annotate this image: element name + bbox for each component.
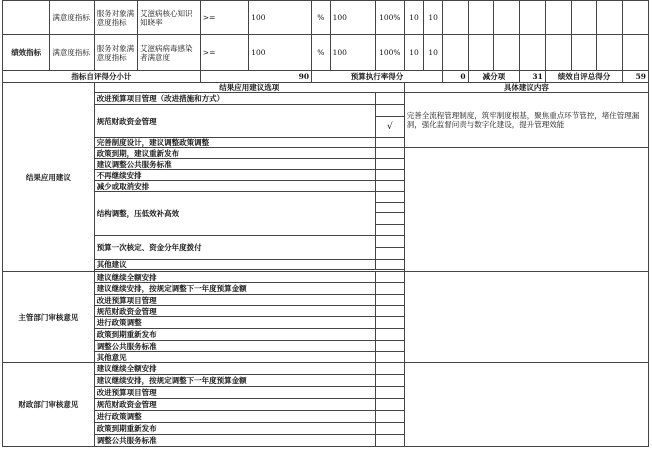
blank-cell — [442, 1, 468, 35]
result-option-checkbox[interactable] — [375, 148, 404, 159]
result-option-label: 政策到期，建议重新发布 — [94, 148, 375, 159]
blank-cell — [520, 1, 546, 35]
blank-cell — [468, 1, 494, 35]
indicator-weight: 10 — [404, 35, 424, 71]
blank-cell — [571, 35, 597, 71]
result-option-checkbox[interactable] — [375, 181, 404, 192]
dept-option-checkbox[interactable] — [375, 283, 404, 295]
dept-opinion-blank — [404, 272, 648, 363]
dept-option-checkbox[interactable] — [375, 352, 404, 363]
blank-cell — [468, 35, 494, 71]
blank-cell — [623, 35, 649, 71]
result-option-label: 结构调整，压低效补高效 — [94, 192, 375, 236]
result-content-header: 具体建议内容 — [404, 83, 648, 93]
indicator-level2: 满意度指标 — [50, 1, 94, 35]
result-option-checkbox[interactable] — [375, 159, 404, 170]
indicator-name: 艾滋病核心知识知晓率 — [137, 1, 200, 35]
finance-option-checkbox[interactable] — [375, 411, 404, 423]
result-option-checkbox[interactable] — [375, 105, 404, 117]
finance-option-checkbox[interactable] — [375, 399, 404, 411]
indicator-operator: >= — [200, 35, 248, 71]
indicator-target: 100 — [249, 1, 312, 35]
blank-cell — [545, 1, 571, 35]
finance-opinion-blank — [404, 363, 648, 447]
dept-option-label: 其他意见 — [94, 352, 375, 363]
self-score-label: 指标自评得分小计 — [3, 71, 201, 83]
dept-option-checkbox[interactable] — [375, 341, 404, 352]
result-option-checkbox[interactable] — [375, 203, 404, 213]
finance-option-label: 规范财政资金管理 — [94, 399, 375, 411]
indicator-score: 10 — [424, 35, 443, 71]
option-row — [3, 93, 649, 105]
finance-option-checkbox[interactable] — [375, 435, 404, 447]
summary-row — [3, 71, 649, 83]
option-row — [3, 363, 649, 375]
dept-option-label: 政策到期重新发布 — [94, 329, 375, 341]
indicator-weight: 10 — [404, 1, 424, 35]
indicator-level3: 服务对象满意度指标 — [94, 1, 137, 35]
indicator-unit: % — [312, 1, 331, 35]
dept-section-title: 主管部门审核意见 — [3, 272, 95, 363]
blank-cell — [494, 35, 520, 71]
indicator-actual: 100 — [330, 35, 375, 71]
indicator-operator: >= — [200, 1, 248, 35]
indicator-target: 100 — [249, 35, 312, 71]
dept-option-label: 建议继续全额安排 — [94, 272, 375, 283]
dept-option-label: 建议继续安排，按规定调整下一年度预算金额 — [94, 283, 375, 295]
blank-cell — [442, 35, 468, 71]
indicator-score: 10 — [424, 1, 443, 35]
result-option-label: 不再继续安排 — [94, 170, 375, 181]
result-header-row — [3, 83, 649, 93]
budget-score-label: 预算执行率得分 — [312, 71, 443, 83]
result-option-label: 规范财政资金管理 — [94, 105, 375, 138]
finance-option-checkbox[interactable] — [375, 375, 404, 387]
result-option-checkbox[interactable] — [375, 236, 404, 248]
blank-cell — [494, 1, 520, 35]
total-score-label: 绩效自评总得分 — [545, 71, 622, 83]
dept-option-checkbox[interactable] — [375, 329, 404, 341]
finance-option-label: 改进预算项目管理 — [94, 387, 375, 399]
budget-score-value: 0 — [442, 71, 468, 83]
blank-cell — [520, 35, 546, 71]
blank-cell — [597, 1, 623, 35]
blank-cell — [623, 1, 649, 35]
result-option-label: 其他建议 — [94, 260, 375, 270]
result-option-checkbox[interactable] — [375, 248, 404, 260]
deduct-value: 31 — [520, 71, 546, 83]
indicator-level2: 满意度指标 — [50, 35, 94, 71]
deduct-label: 减分项 — [468, 71, 520, 83]
finance-option-checkbox[interactable] — [375, 387, 404, 399]
indicator-unit: % — [312, 35, 331, 71]
dept-option-label: 改进预算项目管理 — [94, 295, 375, 306]
finance-option-label: 建议继续安排，按规定调整下一年度预算金额 — [94, 375, 375, 387]
finance-option-label: 建议继续全额安排 — [94, 363, 375, 375]
result-option-label: 建议调整公共服务标准 — [94, 159, 375, 170]
result-section-title: 结果应用建议 — [3, 83, 95, 272]
dept-option-checkbox[interactable] — [375, 317, 404, 329]
total-score-value: 59 — [623, 71, 649, 83]
performance-self-evaluation-sheet — [2, 0, 649, 447]
option-row — [3, 148, 649, 159]
result-option-label: 预算一次核定、资金分年度拨付 — [94, 236, 375, 260]
finance-option-label: 政策到期重新发布 — [94, 423, 375, 435]
evaluation-table — [2, 0, 649, 447]
result-content-blank — [404, 148, 648, 272]
dept-option-label: 进行政策调整 — [94, 317, 375, 329]
dept-option-checkbox[interactable] — [375, 295, 404, 306]
option-row — [3, 272, 649, 283]
result-option-checkbox[interactable] — [375, 225, 404, 236]
blank-cell — [571, 1, 597, 35]
self-score-value: 90 — [200, 71, 311, 83]
dept-option-label: 调整公共服务标准 — [94, 341, 375, 352]
result-option-checkbox[interactable] — [375, 93, 404, 105]
finance-option-label: 进行政策调整 — [94, 411, 375, 423]
finance-option-checkbox[interactable] — [375, 423, 404, 435]
result-options-header: 结果应用建议选项 — [94, 83, 404, 93]
result-option-checkbox[interactable] — [375, 170, 404, 181]
result-option-label: 减少或取消安排 — [94, 181, 375, 192]
result-option-label: 改进预算项目管理（改进措施和方式） — [94, 93, 375, 105]
indicator-level1: 绩效指标 — [3, 35, 50, 71]
indicator-level3: 服务对象满意度指标 — [94, 35, 137, 71]
blank-cell — [597, 35, 623, 71]
table-row — [3, 35, 649, 71]
dept-option-checkbox[interactable] — [375, 306, 404, 317]
indicator-rate: 100% — [375, 1, 404, 35]
finance-section-title: 财政部门审核意见 — [3, 363, 95, 447]
dept-option-label: 规范财政资金管理 — [94, 306, 375, 317]
result-option-checkbox[interactable] — [375, 192, 404, 203]
result-option-checkbox[interactable]: √ — [375, 117, 404, 138]
finance-option-checkbox[interactable] — [375, 363, 404, 375]
blank-cell — [545, 35, 571, 71]
table-row — [3, 1, 649, 35]
result-option-label: 完善制度设计，建议调整政策调整 — [94, 138, 375, 148]
indicator-name: 艾滋病病毒感染者满意度 — [137, 35, 200, 71]
result-option-checkbox[interactable] — [375, 213, 404, 225]
dept-option-checkbox[interactable] — [375, 272, 404, 283]
indicator-level1 — [3, 1, 50, 35]
finance-option-label: 调整公共服务标准 — [94, 435, 375, 447]
result-content-text: 完善全流程管理制度，筑牢制度根基，聚焦重点环节管控，堵住管理漏洞，强化监督问责与数字化建设，提升管理效能 — [404, 93, 648, 148]
indicator-actual: 100 — [330, 1, 375, 35]
indicator-rate: 100% — [375, 35, 404, 71]
result-option-checkbox[interactable] — [375, 138, 404, 148]
result-option-checkbox[interactable] — [375, 260, 404, 270]
